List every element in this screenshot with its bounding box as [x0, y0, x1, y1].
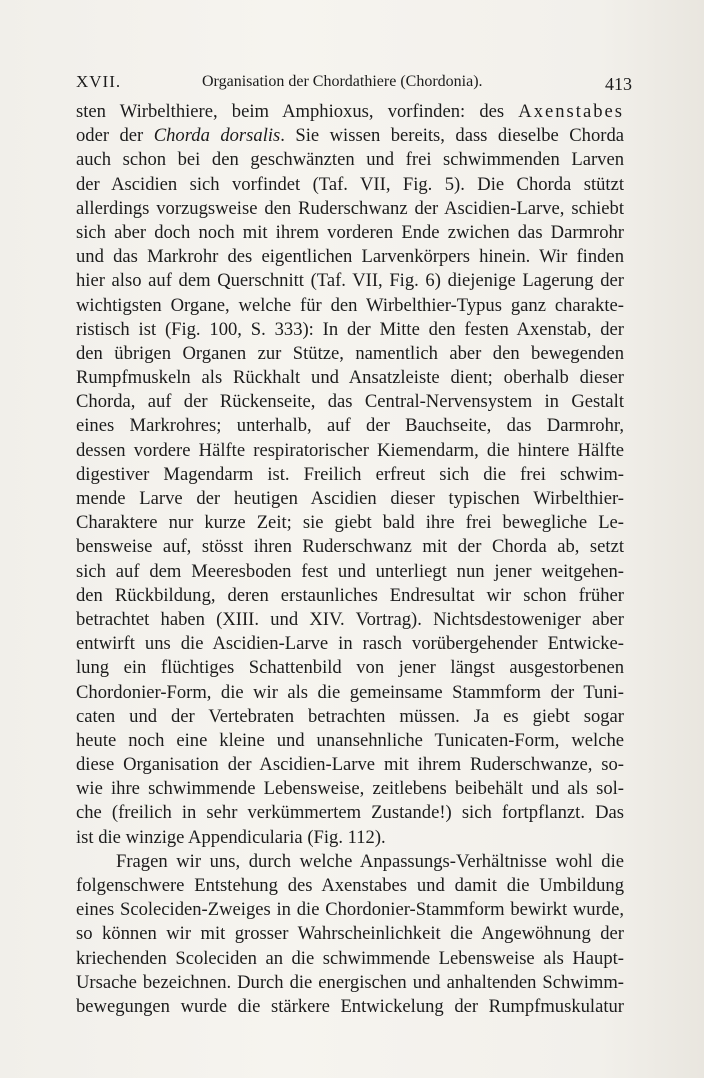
text-line: sich aber doch noch mit ihrem vorderen Ende zwichen das Darmrohr [76, 221, 624, 243]
text-line: Ursache bezeichnen. Durch die energischen und anhaltenden Schwimm- [76, 971, 624, 993]
text-line: kriechenden Scoleciden an die schwimmende Lebensweise als Haupt- [76, 947, 624, 969]
text-line: betrachtet haben (XIII. und XIV. Vortrag). Nichtsdestoweniger aber [76, 608, 624, 630]
text-line: hier also auf dem Querschnitt (Taf. VII, Fig. 6) diejenige Lagerung der [76, 270, 624, 292]
text-line: entwirft uns die Ascidien-Larve in rasch vorübergehender Entwicke- [76, 633, 624, 655]
text-line: so können wir mit grosser Wahrscheinlichkeit die Angewöhnung der [76, 923, 624, 945]
text-line: auch schon bei den geschwänzten und frei schwimmenden Larven [76, 149, 624, 171]
chapter-number: XVII. [76, 72, 122, 91]
text-line: den übrigen Organen zur Stütze, namentlich aber den bewegenden [76, 342, 624, 364]
text-line: den Rückbildung, deren erstaunliches Endresultat wir schon früher [76, 584, 624, 606]
text-line: sich auf dem Meeresboden fest und unterliegt nun jener weitgehen- [76, 560, 624, 582]
text-line: heute noch eine kleine und unansehnliche Tunicaten-Form, welche [76, 729, 624, 751]
body-text [76, 100, 624, 1019]
text-line: eines Scoleciden-Zweiges in die Chordonier-Stammform bewirkt wurde, [76, 899, 624, 921]
text-line: der Ascidien sich vorfindet (Taf. VII, Fig. 5). Die Chorda stützt [76, 173, 624, 195]
text-line: bewegungen wurde die stärkere Entwickelung der Rumpfmuskulatur [76, 995, 624, 1017]
text-line: dessen vordere Hälfte respiratorischer Kiemendarm, die hintere Hälfte [76, 439, 624, 461]
text-line: ristisch ist (Fig. 100, S. 333): In der Mitte den festen Axenstab, der [76, 318, 624, 340]
paragraph-start-line: Fragen wir uns, durch welche Anpassungs-Verhältnisse wohl die [116, 850, 624, 872]
text-line: mende Larve der heutigen Ascidien dieser typischen Wirbelthier- [76, 488, 624, 509]
text-line: Chorda, auf der Rückenseite, das Central-Nervensystem in Gestalt [76, 391, 624, 413]
running-title: Organisation der Chordathiere (Chordonia). [202, 73, 483, 90]
text-line: Charaktere nur kurze Zeit; sie giebt bald ihre frei bewegliche Le- [76, 512, 624, 534]
text-line: sten Wirbelthiere, beim Amphioxus, vorfinden: des Axenstabes [76, 101, 624, 122]
text-line: Rumpfmuskeln als Rückhalt und Ansatzleiste dient; oberhalb dieser [76, 367, 624, 389]
text-line: che (freilich in sehr verkümmertem Zustande!) sich fortpflanzt. Das [76, 802, 624, 824]
text-line: folgenschwere Entstehung des Axenstabes und damit die Umbildung [76, 875, 624, 896]
text-line: caten und der Vertebraten betrachten müssen. Ja es giebt sogar [76, 705, 624, 727]
page-number: 413 [605, 74, 632, 94]
text-line: und das Markrohr des eigentlichen Larvenkörpers hinein. Wir finden [76, 246, 624, 268]
running-header [76, 72, 632, 100]
paragraph-end-line: ist die winzige Appendicularia (Fig. 112). [76, 826, 386, 848]
text-line: oder der Chorda dorsalis. Sie wissen bereits, dass dieselbe Chorda [76, 125, 625, 147]
text-line: digestiver Magendarm ist. Freilich erfreut sich die frei schwim- [76, 463, 624, 485]
text-line: diese Organisation der Ascidien-Larve mit ihrem Ruderschwanze, so- [76, 754, 624, 776]
text-line: eines Markrohres; unterhalb, auf der Bauchseite, das Darmrohr, [76, 415, 624, 437]
text-line: Chordonier-Form, die wir als die gemeinsame Stammform der Tuni- [76, 681, 624, 703]
text-line: bensweise auf, stösst ihren Ruderschwanz mit der Chorda ab, setzt [76, 536, 624, 558]
text-line: lung ein flüchtiges Schattenbild von jener längst ausgestorbenen [76, 657, 624, 679]
text-line: allerdings vorzugsweise den Ruderschwanz der Ascidien-Larve, schiebt [76, 197, 624, 219]
text-line: wie ihre schwimmende Lebensweise, zeitlebens beibehält und als sol- [76, 778, 624, 800]
text-line: wichtigsten Organe, welche für den Wirbelthier-Typus ganz charakte- [76, 294, 624, 316]
